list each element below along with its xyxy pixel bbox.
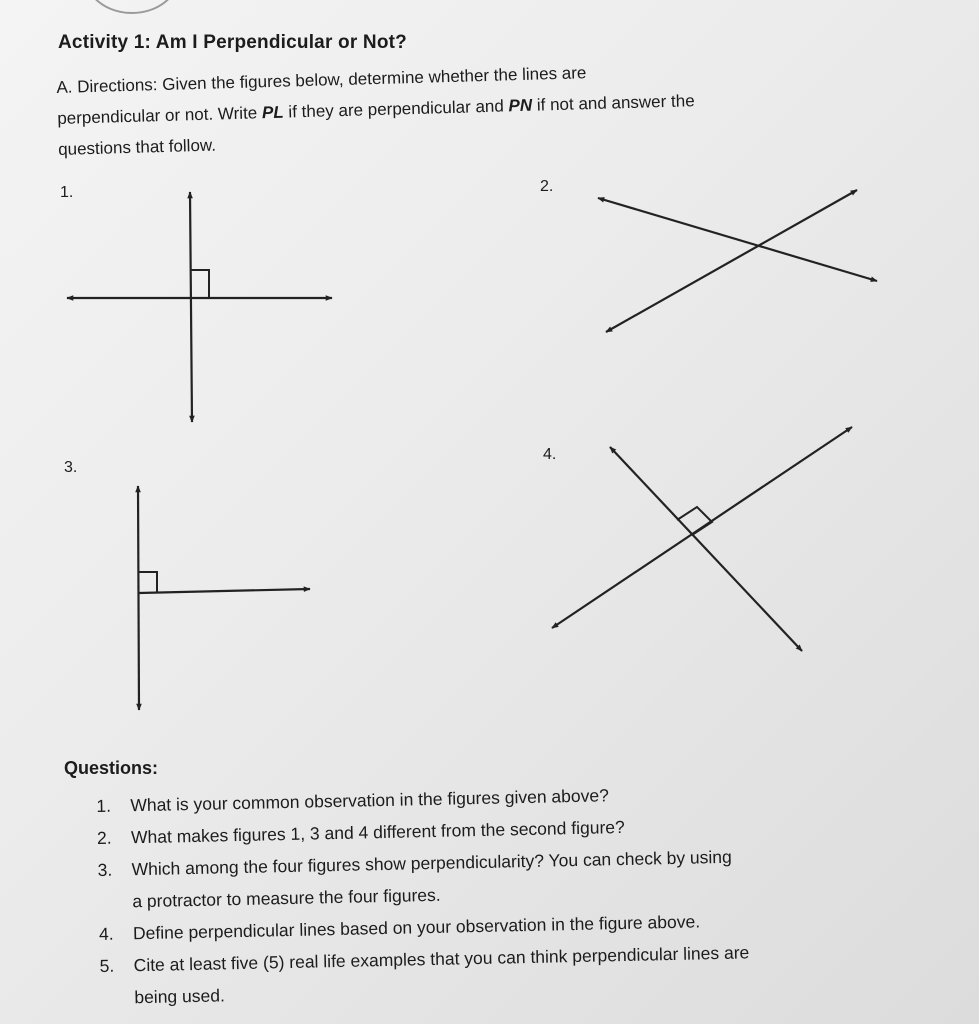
directions-line-3: questions that follow.	[57, 135, 217, 159]
question-text: a protractor to measure the four figures.	[132, 884, 441, 912]
figure-3	[138, 486, 310, 710]
figure-4-label: 4.	[543, 446, 557, 463]
question-text: What is your common observation in the figures given above?	[130, 785, 610, 816]
question-text: Define perpendicular lines based on your observation in the figure above.	[132, 911, 701, 944]
question-text: being used.	[134, 985, 226, 1008]
question-text: Cite at least five (5) real life examples that you can think perpendicular lines are	[133, 942, 750, 976]
question-number: 5.	[99, 955, 115, 976]
questions-list	[96, 772, 971, 1014]
question-number	[98, 885, 133, 918]
question-number: 4.	[98, 923, 114, 944]
figure-2-label: 2.	[540, 178, 554, 195]
questions-heading: Questions:	[64, 758, 159, 778]
fig4-right-angle-marker	[677, 507, 712, 535]
pl-term: PL	[261, 102, 284, 123]
question-number: 2.	[96, 827, 112, 848]
fig3-horizontal-ray	[139, 589, 310, 593]
fig1-vertical-line	[190, 192, 192, 422]
question-number: 3.	[97, 859, 113, 880]
directions-line-2: perpendicular or not. Write PL if they are perpendicular and PN if not and answer the	[57, 91, 695, 128]
figure-4	[552, 427, 852, 651]
figure-2	[598, 190, 877, 332]
question-number	[100, 981, 135, 1014]
fig3-right-angle-marker	[139, 572, 157, 593]
question-number: 1.	[96, 795, 112, 816]
figure-1	[67, 192, 332, 422]
figure-3-label: 3.	[64, 459, 78, 476]
question-text: What makes figures 1, 3 and 4 different from the second figure?	[130, 816, 625, 848]
fig1-right-angle-marker	[191, 270, 209, 298]
figure-1-label: 1.	[60, 184, 74, 201]
question-text: Which among the four figures show perpendicularity? You can check by using	[131, 846, 732, 880]
activity-title: Activity 1: Am I Perpendicular or Not?	[58, 32, 407, 53]
directions-line-1: A. Directions: Given the figures below, determine whether the lines are	[56, 63, 587, 97]
pn-term: PN	[508, 95, 533, 116]
fig3-vertical-line	[138, 486, 139, 710]
fig4-line-a	[610, 447, 802, 651]
fig2-line-a	[598, 198, 877, 281]
